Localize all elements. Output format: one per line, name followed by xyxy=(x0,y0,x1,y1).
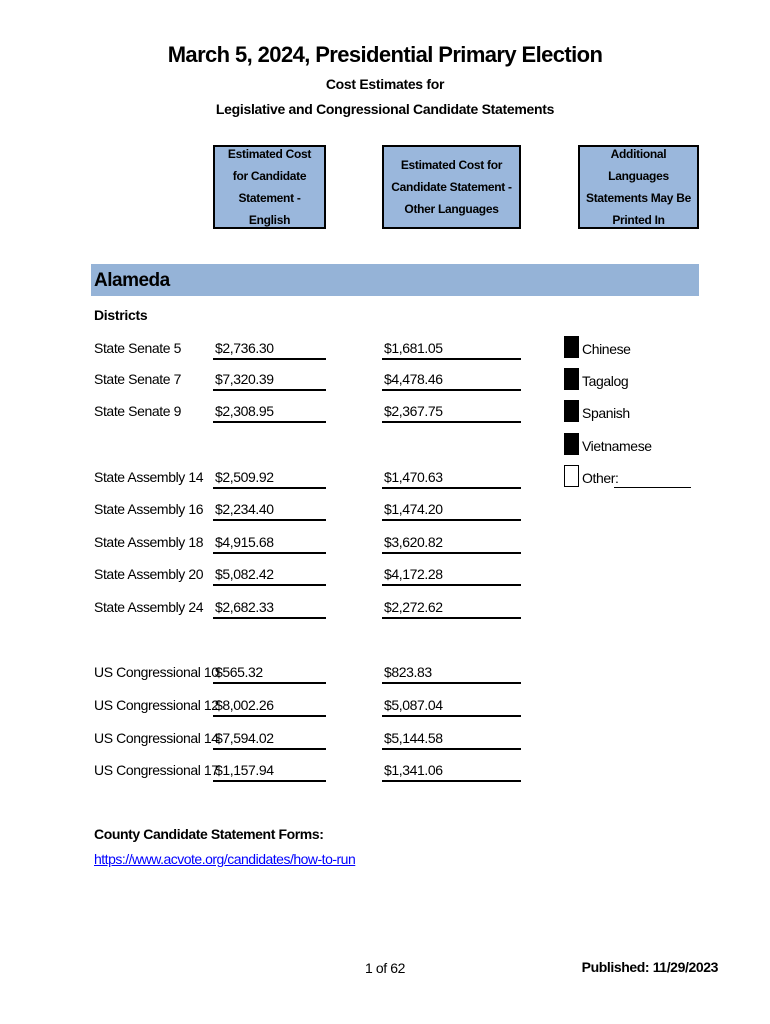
language-checkbox-tagalog[interactable] xyxy=(564,368,579,390)
district-label: State Assembly 14 xyxy=(94,469,204,485)
district-label: US Congressional 14 xyxy=(94,730,219,746)
language-checkbox-other[interactable] xyxy=(564,465,579,487)
english-cost-cell: $1,157.94 xyxy=(213,762,326,782)
other-cost-cell: $2,367.75 xyxy=(382,403,521,423)
english-cost-cell: $2,509.92 xyxy=(213,469,326,489)
language-label: Spanish xyxy=(582,405,630,421)
english-cost-cell: $8,002.26 xyxy=(213,697,326,717)
district-label: State Assembly 20 xyxy=(94,566,204,582)
english-cost-cell: $2,682.33 xyxy=(213,599,326,619)
header-english-cost xyxy=(213,145,326,229)
english-cost-cell: $2,736.30 xyxy=(213,340,326,360)
header-english-text: Estimated Cost for Candidate Statement - English xyxy=(227,147,312,227)
document-subtitle-2: Legislative and Congressional Candidate Statements xyxy=(215,101,555,117)
language-label: Chinese xyxy=(582,341,631,357)
page-number: 1 of 62 xyxy=(364,960,405,976)
document-title: March 5, 2024, Presidential Primary Election xyxy=(167,42,603,67)
forms-link[interactable]: https://www.acvote.org/candidates/how-to-run xyxy=(94,851,356,867)
district-label: State Senate 5 xyxy=(94,340,182,356)
district-label: State Assembly 24 xyxy=(94,599,204,615)
language-label: Tagalog xyxy=(582,373,629,389)
header-langs-text: Additional Languages Statements May Be Printed In xyxy=(586,147,691,227)
other-language-blank[interactable] xyxy=(614,471,691,488)
county-name: Alameda xyxy=(94,270,170,291)
other-cost-cell: $4,172.28 xyxy=(382,566,521,586)
published-date: Published: 11/29/2023 xyxy=(581,959,718,975)
other-cost-cell: $4,478.46 xyxy=(382,371,521,391)
county-band xyxy=(91,264,699,296)
language-label: Other: xyxy=(582,470,619,486)
district-label: US Congressional 10 xyxy=(94,664,219,680)
district-label: State Senate 7 xyxy=(94,371,182,387)
header-other-languages-cost xyxy=(382,145,521,229)
forms-label: County Candidate Statement Forms: xyxy=(94,826,324,842)
document-subtitle: Cost Estimates for xyxy=(325,76,445,92)
language-checkbox-chinese[interactable] xyxy=(564,336,579,358)
other-cost-cell: $1,681.05 xyxy=(382,340,521,360)
language-label: Vietnamese xyxy=(582,438,652,454)
english-cost-cell: $5,082.42 xyxy=(213,566,326,586)
district-label: US Congressional 12 xyxy=(94,697,219,713)
other-cost-cell: $5,087.04 xyxy=(382,697,521,717)
english-cost-cell: $2,234.40 xyxy=(213,501,326,521)
district-label: State Assembly 18 xyxy=(94,534,204,550)
english-cost-cell: $7,320.39 xyxy=(213,371,326,391)
district-label: State Assembly 16 xyxy=(94,501,204,517)
district-label: US Congressional 17 xyxy=(94,762,219,778)
other-cost-cell: $1,470.63 xyxy=(382,469,521,489)
language-checkbox-vietnamese[interactable] xyxy=(564,433,579,455)
other-cost-cell: $1,341.06 xyxy=(382,762,521,782)
header-other-text: Estimated Cost for Candidate Statement - Other Languages xyxy=(391,158,512,216)
english-cost-cell: $2,308.95 xyxy=(213,403,326,423)
english-cost-cell: $4,915.68 xyxy=(213,534,326,554)
other-cost-cell: $1,474.20 xyxy=(382,501,521,521)
english-cost-cell: $565.32 xyxy=(213,664,326,684)
header-additional-languages xyxy=(578,145,699,229)
language-checkbox-spanish[interactable] xyxy=(564,400,579,422)
district-label: State Senate 9 xyxy=(94,403,182,419)
other-cost-cell: $3,620.82 xyxy=(382,534,521,554)
english-cost-cell: $7,594.02 xyxy=(213,730,326,750)
districts-label: Districts xyxy=(94,307,148,323)
other-cost-cell: $2,272.62 xyxy=(382,599,521,619)
other-cost-cell: $823.83 xyxy=(382,664,521,684)
other-cost-cell: $5,144.58 xyxy=(382,730,521,750)
